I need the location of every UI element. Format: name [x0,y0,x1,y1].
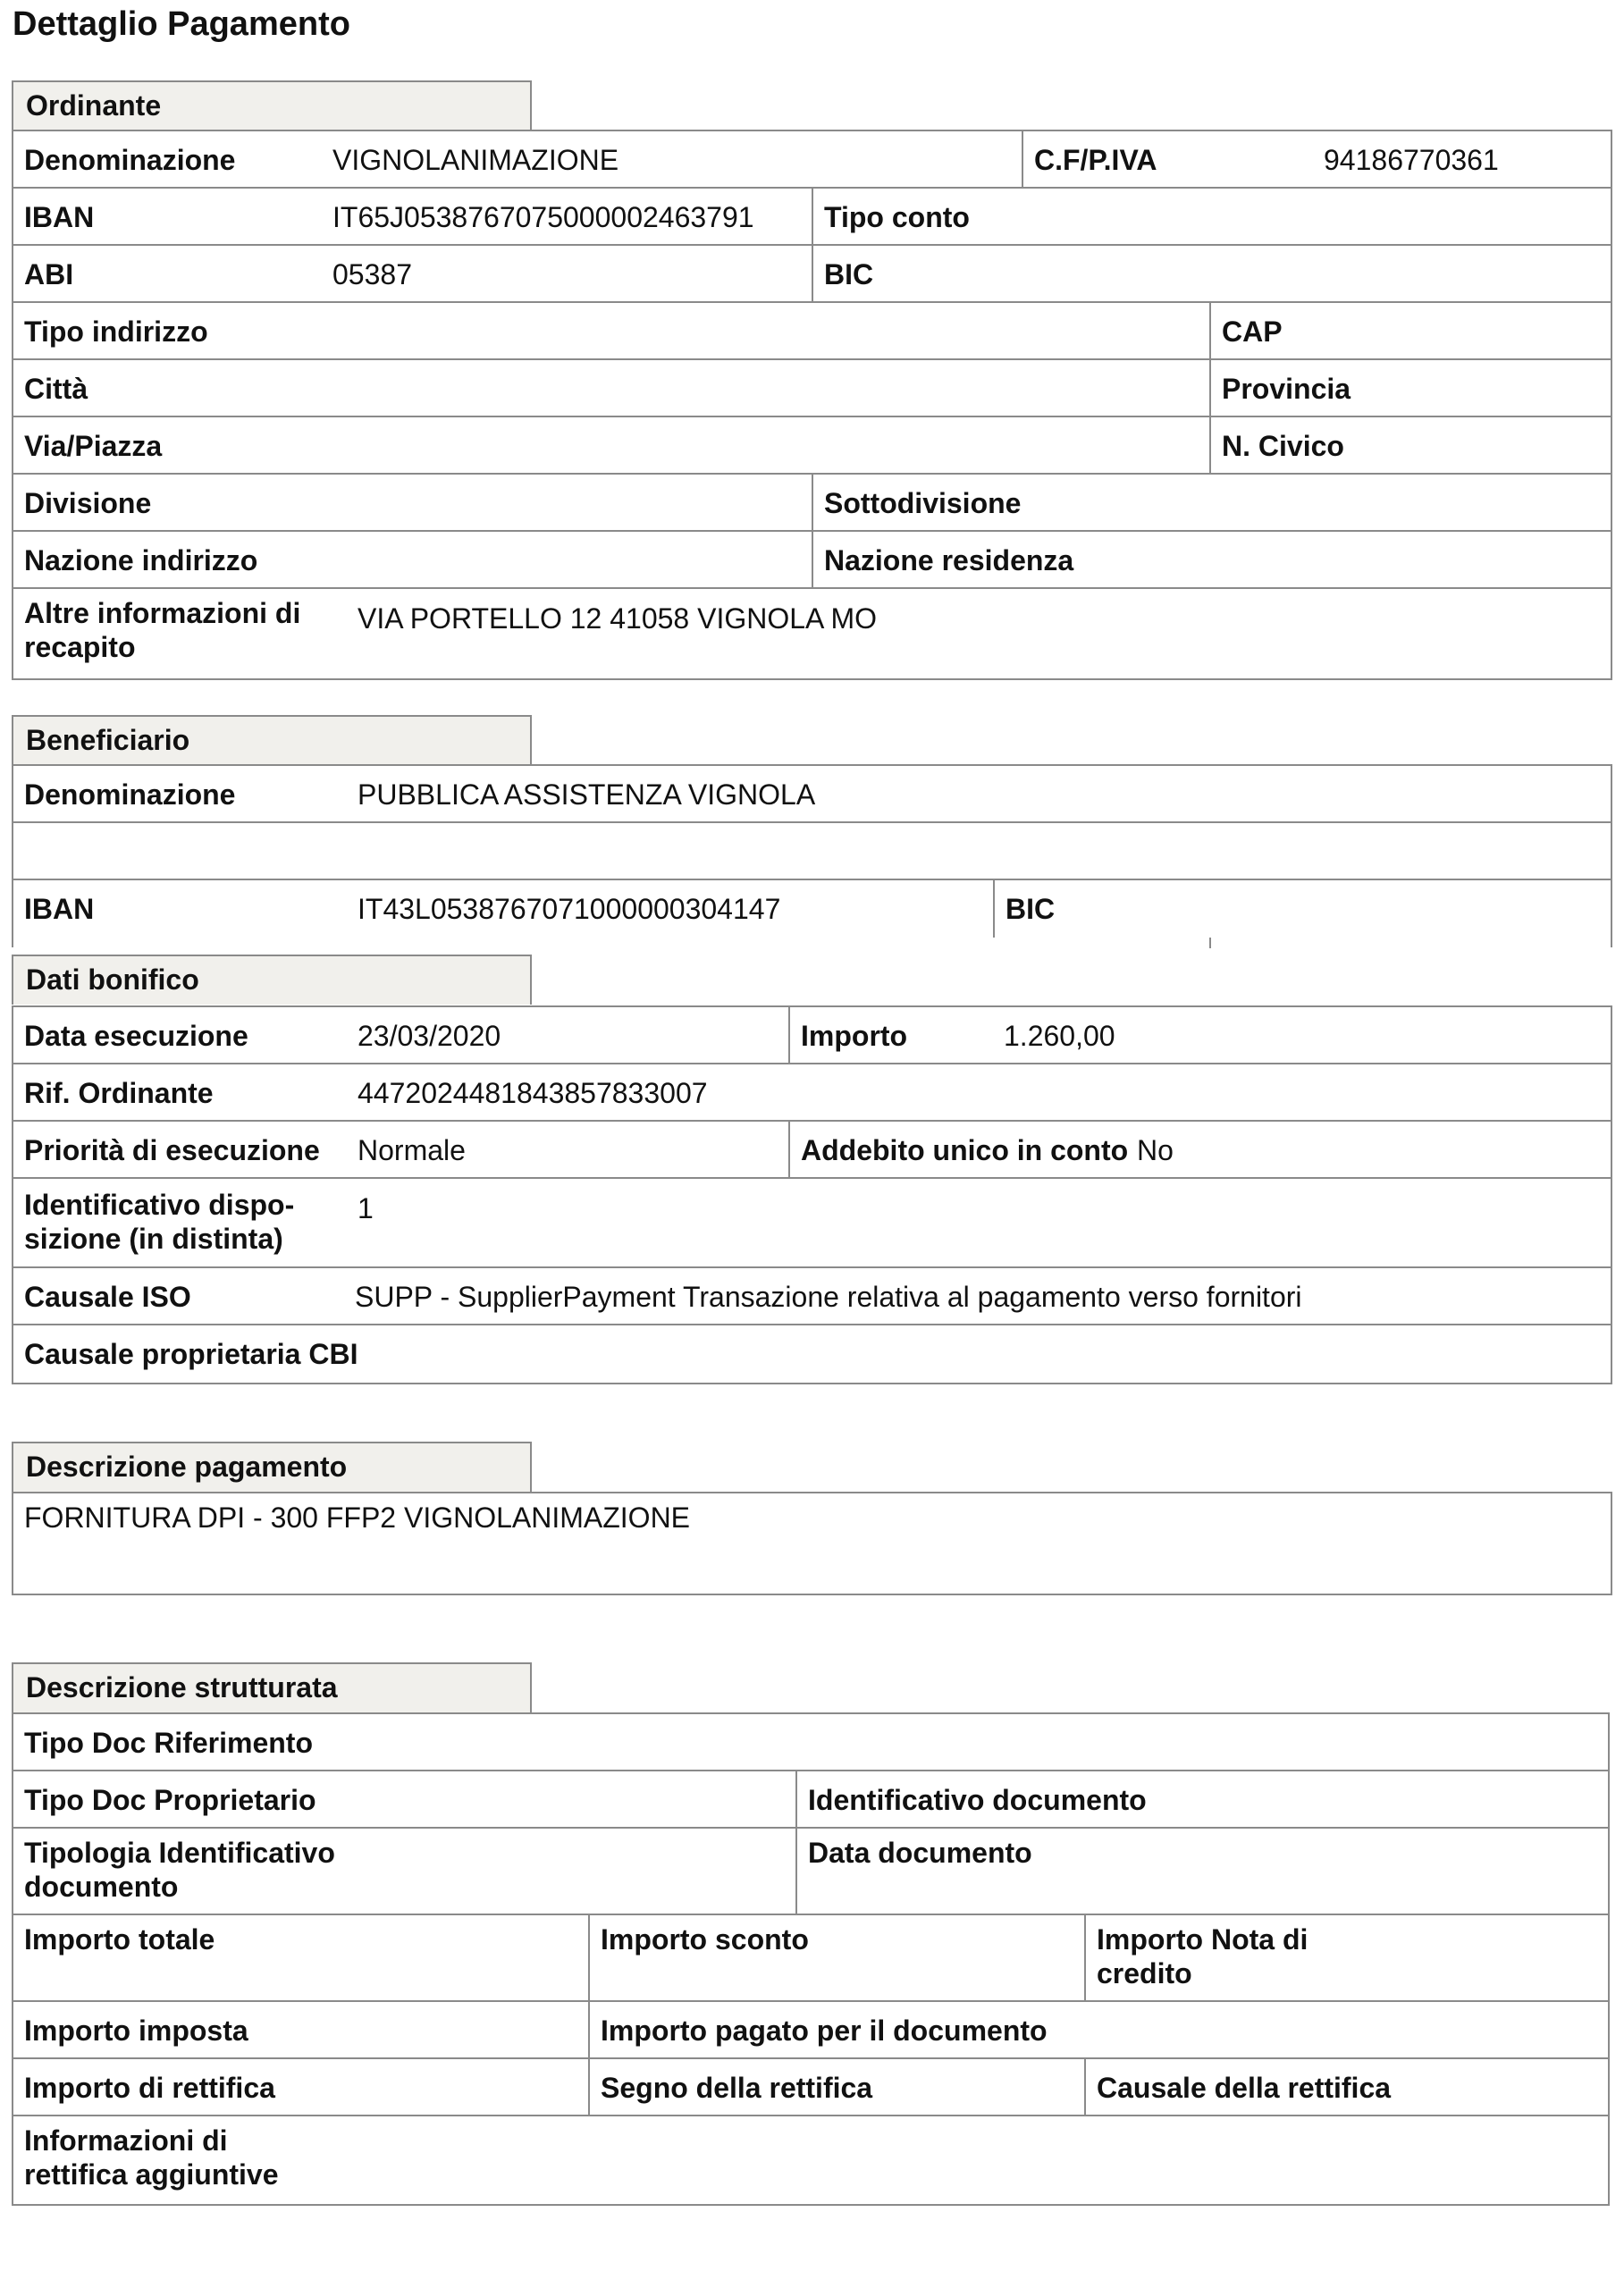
table-row [13,1325,1611,1383]
table-row [13,880,1611,938]
identificativo-label-line1: Identificativo dispo- [24,1189,295,1221]
table-row [13,823,1611,880]
table-row [13,1714,1608,1771]
importo-imposta-label: Importo imposta [24,2015,248,2047]
descrizione-value: FORNITURA DPI - 300 FFP2 VIGNOLANIMAZIONE [24,1502,691,1534]
tipo-doc-prop-label: Tipo Doc Proprietario [24,1784,316,1816]
altre-info-value: VIA PORTELLO 12 41058 VIGNOLA MO [358,602,878,635]
table-row [13,532,1611,589]
table-row [13,1122,1611,1179]
table-row [13,131,1611,189]
table-row [13,189,1611,246]
divisione-label: Divisione [24,487,152,519]
table-row [13,766,1611,823]
importo-value: 1.260,00 [1004,1020,1115,1052]
table-row [13,475,1611,532]
table-row [13,2116,1608,2204]
tipologia-label-line1: Tipologia Identificativo [24,1837,335,1869]
table-row [13,2059,1608,2116]
table-row [13,1268,1611,1325]
importo-rettifica-label: Importo di rettifica [24,2072,275,2104]
causale-iso-value: SUPP - SupplierPayment Transazione relativa al pagamento verso fornitori [355,1281,1302,1313]
addebito-label: Addebito unico in conto [801,1134,1129,1166]
data-esecuzione-value: 23/03/2020 [358,1020,501,1052]
causale-iso-label: Causale ISO [24,1281,191,1313]
section-strutturata-header: Descrizione strutturata [12,1662,532,1712]
table-row [13,589,1611,678]
nota-credito-label-line2: credito [1097,1957,1192,1989]
table-row [13,303,1611,360]
section-ordinante-header: Ordinante [12,80,532,130]
segno-rettifica-label: Segno della rettifica [601,2072,873,2104]
priorita-value: Normale [358,1134,466,1166]
rif-ordinante-label: Rif. Ordinante [24,1077,214,1109]
table-row [13,1771,1608,1829]
cf-label: C.F/P.IVA [1034,144,1157,176]
denominazione-value: VIGNOLANIMAZIONE [332,144,619,176]
importo-label: Importo [801,1020,908,1052]
bonifico-table [12,1005,1612,1384]
table-row [13,2002,1608,2059]
page-title: Dettaglio Pagamento [13,5,350,43]
section-descrizione-header: Descrizione pagamento [12,1442,532,1492]
table-row [13,1007,1611,1064]
tipo-doc-rif-label: Tipo Doc Riferimento [24,1727,313,1759]
iban-label: IBAN [24,201,95,233]
beneficiario-denominazione-value: PUBBLICA ASSISTENZA VIGNOLA [358,778,816,811]
civico-label: N. Civico [1222,430,1344,462]
section-beneficiario-header: Beneficiario [12,715,532,765]
cf-value: 94186770361 [1324,144,1499,176]
altre-info-label-line2: recapito [24,631,136,663]
altre-info-label-line1: Altre informazioni di [24,597,301,629]
provincia-label: Provincia [1222,373,1351,405]
citta-label: Città [24,373,88,405]
table-row [13,1829,1608,1915]
data-doc-label: Data documento [808,1837,1032,1869]
tipologia-label-line2: documento [24,1871,179,1903]
via-label: Via/Piazza [24,430,163,462]
table-row [13,1915,1608,2002]
bic-label: BIC [824,258,874,290]
table-row [13,1179,1611,1268]
info-rettifica-label-line2: rettifica aggiuntive [24,2158,279,2191]
identificativo-label-line2: sizione (in distinta) [24,1223,283,1255]
nota-credito-label-line1: Importo Nota di [1097,1923,1308,1956]
priorita-label: Priorità di esecuzione [24,1134,320,1166]
abi-value: 05387 [332,258,412,290]
table-row [13,246,1611,303]
table-row [13,360,1611,417]
identificativo-value: 1 [358,1192,374,1224]
descrizione-box [12,1492,1612,1595]
beneficiario-denominazione-label: Denominazione [24,778,236,811]
beneficiario-table [12,764,1612,947]
nazione-residenza-label: Nazione residenza [824,544,1074,576]
importo-pagato-label: Importo pagato per il documento [601,2015,1048,2047]
beneficiario-iban-value: IT43L0538767071000000304147 [358,893,781,925]
rif-ordinante-value: 44720244818438578330​07 [358,1077,708,1109]
nazione-indirizzo-label: Nazione indirizzo [24,544,258,576]
table-row [13,1064,1611,1122]
causale-rettifica-label: Causale della rettifica [1097,2072,1392,2104]
tipo-conto-label: Tipo conto [824,201,970,233]
iban-value: IT65J0538767075000002463791 [332,201,754,233]
addebito-value: No [1137,1134,1174,1166]
beneficiario-bic-label: BIC [1006,893,1056,925]
beneficiario-iban-label: IBAN [24,893,95,925]
importo-sconto-label: Importo sconto [601,1923,809,1956]
strutturata-table [12,1712,1610,2206]
table-row [13,417,1611,475]
abi-label: ABI [24,258,74,290]
ident-doc-label: Identificativo documento [808,1784,1147,1816]
data-esecuzione-label: Data esecuzione [24,1020,248,1052]
cap-label: CAP [1222,315,1283,348]
tipo-indirizzo-label: Tipo indirizzo [24,315,208,348]
importo-totale-label: Importo totale [24,1923,215,1956]
info-rettifica-label-line1: Informazioni di [24,2124,228,2157]
denominazione-label: Denominazione [24,144,236,176]
causale-cbi-label: Causale proprietaria CBI [24,1338,358,1370]
sottodivisione-label: Sottodivisione [824,487,1022,519]
ordinante-table [12,130,1612,680]
section-bonifico-header: Dati bonifico [12,955,532,1005]
